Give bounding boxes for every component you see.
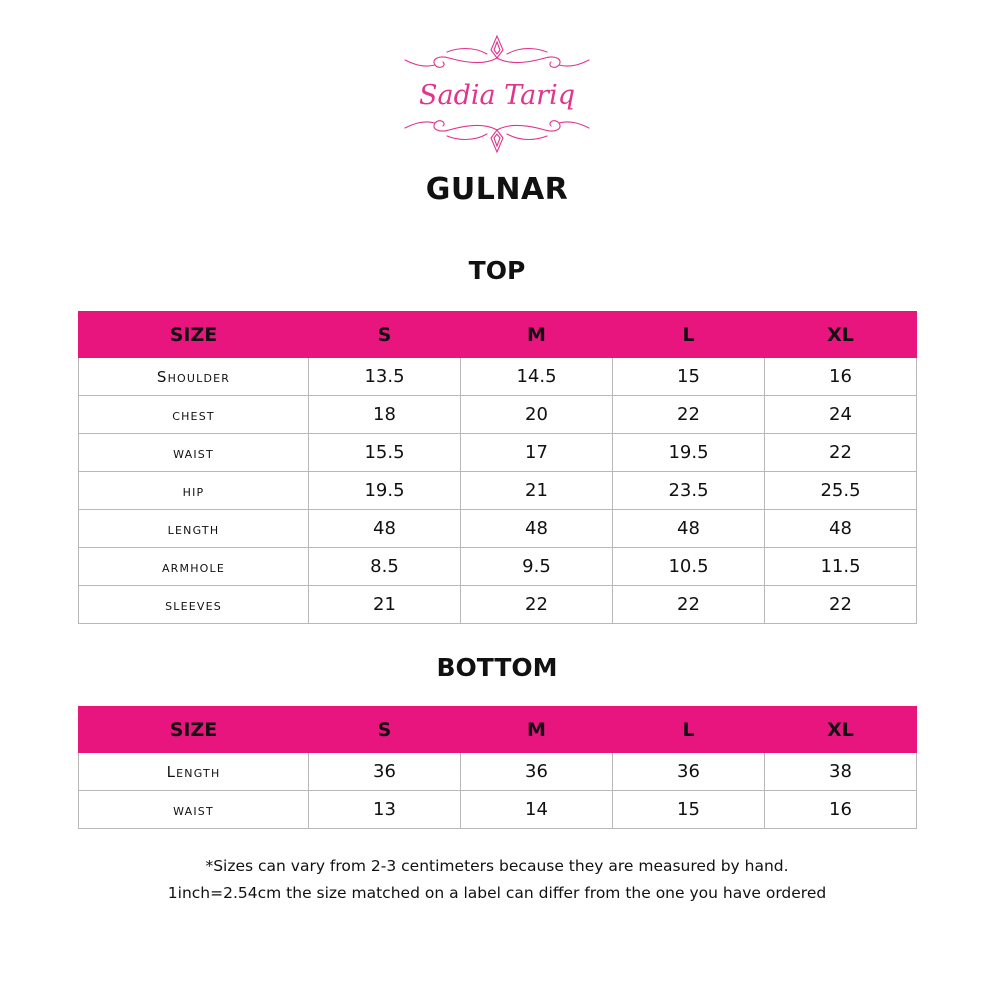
header-s: S — [309, 707, 461, 753]
table-cell: 15 — [613, 358, 765, 396]
table-row — [79, 791, 917, 829]
header-m: M — [461, 312, 613, 358]
bottom-size-table — [78, 706, 917, 829]
table-row — [79, 396, 917, 434]
table-cell: 21 — [461, 472, 613, 510]
header-xl: XL — [765, 312, 917, 358]
table-cell: 36 — [309, 753, 461, 791]
table-cell: 23.5 — [613, 472, 765, 510]
table-header-row — [79, 312, 917, 358]
table-cell: 21 — [309, 586, 461, 624]
table-cell: 36 — [461, 753, 613, 791]
table-cell: 20 — [461, 396, 613, 434]
table-cell: 13.5 — [309, 358, 461, 396]
row-label: Shoulder — [79, 358, 309, 396]
header-s: S — [309, 312, 461, 358]
sizing-note: *Sizes can vary from 2-3 centimeters because they are measured by hand. — [205, 857, 789, 875]
table-cell: 48 — [461, 510, 613, 548]
brand-logo-ornament — [397, 32, 597, 156]
table-row — [79, 586, 917, 624]
table-cell: 22 — [613, 396, 765, 434]
table-cell: 15.5 — [309, 434, 461, 472]
row-label: hip — [79, 472, 309, 510]
table-cell: 36 — [613, 753, 765, 791]
table-cell: 19.5 — [309, 472, 461, 510]
table-cell: 15 — [613, 791, 765, 829]
row-label: Length — [79, 753, 309, 791]
row-label: armhole — [79, 548, 309, 586]
table-row — [79, 548, 917, 586]
table-cell: 16 — [765, 358, 917, 396]
table-cell: 48 — [613, 510, 765, 548]
table-cell: 8.5 — [309, 548, 461, 586]
table-row — [79, 358, 917, 396]
table-cell: 11.5 — [765, 548, 917, 586]
table-cell: 17 — [461, 434, 613, 472]
brand-logo-text: Sadia Tariq — [418, 80, 576, 111]
table-cell: 14 — [461, 791, 613, 829]
table-cell: 10.5 — [613, 548, 765, 586]
header-xl: XL — [765, 707, 917, 753]
table-cell: 13 — [309, 791, 461, 829]
table-header-row — [79, 707, 917, 753]
row-label: length — [79, 510, 309, 548]
top-section-heading: TOP — [468, 256, 526, 285]
row-label: waist — [79, 434, 309, 472]
row-label: chest — [79, 396, 309, 434]
header-size: SIZE — [79, 707, 309, 753]
table-cell: 24 — [765, 396, 917, 434]
table-cell: 38 — [765, 753, 917, 791]
table-cell: 48 — [765, 510, 917, 548]
row-label: sleeves — [79, 586, 309, 624]
header-l: L — [613, 707, 765, 753]
header-m: M — [461, 707, 613, 753]
table-cell: 14.5 — [461, 358, 613, 396]
table-row — [79, 472, 917, 510]
conversion-note: 1inch=2.54cm the size matched on a label can differ from the one you have ordered — [167, 884, 827, 902]
brand-logo — [397, 32, 597, 156]
top-size-table — [78, 311, 917, 624]
table-cell: 9.5 — [461, 548, 613, 586]
table-row — [79, 434, 917, 472]
table-cell: 22 — [613, 586, 765, 624]
table-cell: 48 — [309, 510, 461, 548]
bottom-section-heading: BOTTOM — [436, 653, 558, 682]
table-cell: 16 — [765, 791, 917, 829]
row-label: waist — [79, 791, 309, 829]
table-row — [79, 510, 917, 548]
page-title: GULNAR — [425, 172, 569, 207]
header-l: L — [613, 312, 765, 358]
table-cell: 22 — [461, 586, 613, 624]
table-cell: 22 — [765, 586, 917, 624]
table-cell: 25.5 — [765, 472, 917, 510]
table-cell: 18 — [309, 396, 461, 434]
table-cell: 22 — [765, 434, 917, 472]
table-cell: 19.5 — [613, 434, 765, 472]
header-size: SIZE — [79, 312, 309, 358]
table-row — [79, 753, 917, 791]
